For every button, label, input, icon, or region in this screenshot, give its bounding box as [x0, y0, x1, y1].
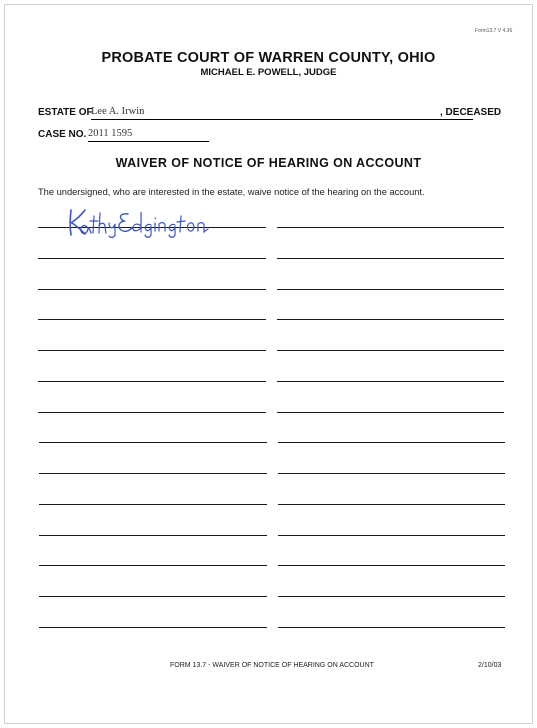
signature-line[interactable]	[39, 442, 267, 443]
signature-line[interactable]	[277, 227, 504, 228]
signature-line[interactable]	[38, 258, 266, 259]
case-number-field[interactable]: 2011 1595	[88, 128, 209, 142]
signature-line[interactable]	[39, 627, 267, 628]
signature-line[interactable]	[39, 535, 267, 536]
intro-statement: The undersigned, who are interested in the estate, waive notice of the hearing on the account.	[38, 187, 425, 197]
judge-name: MICHAEL E. POWELL, JUDGE	[200, 67, 337, 78]
case-label: CASE NO.	[38, 129, 87, 140]
signature-line[interactable]	[38, 289, 266, 290]
signature-line[interactable]	[278, 473, 505, 474]
estate-label: ESTATE OF	[38, 107, 93, 118]
footer-form-title: FORM 13.7 - WAIVER OF NOTICE OF HEARING ON ACCOUNT	[170, 662, 374, 669]
signature-line[interactable]	[277, 412, 504, 413]
signature-line[interactable]	[277, 319, 504, 320]
signature-line[interactable]	[277, 258, 504, 259]
signature-line[interactable]	[277, 289, 504, 290]
signature-line[interactable]	[38, 381, 266, 382]
signature-line[interactable]	[39, 504, 267, 505]
court-title: PROBATE COURT OF WARREN COUNTY, OHIO	[101, 50, 436, 66]
footer-date: 2/10/03	[478, 662, 502, 669]
deceased-label: , DECEASED	[440, 107, 502, 118]
signature-line[interactable]	[278, 442, 505, 443]
signature-line[interactable]	[39, 473, 267, 474]
signature-line[interactable]	[278, 627, 505, 628]
signature-line[interactable]	[39, 565, 267, 566]
estate-name-field[interactable]: Lee A. Irwin	[91, 106, 473, 120]
handwritten-signature	[62, 204, 212, 238]
signature-line[interactable]	[38, 319, 266, 320]
document-title: WAIVER OF NOTICE OF HEARING ON ACCOUNT	[115, 156, 422, 170]
signature-line[interactable]	[39, 596, 267, 597]
signature-line[interactable]	[277, 381, 504, 382]
signature-line[interactable]	[278, 504, 505, 505]
signature-line[interactable]	[278, 535, 505, 536]
estate-row	[38, 107, 508, 121]
signature-line[interactable]	[38, 350, 266, 351]
signature-line[interactable]	[278, 565, 505, 566]
form-code: Form13.7 V 4.36	[475, 28, 513, 34]
case-row	[38, 129, 238, 143]
signature-line[interactable]	[38, 412, 266, 413]
signature-line[interactable]	[278, 596, 505, 597]
signature-line[interactable]	[277, 350, 504, 351]
